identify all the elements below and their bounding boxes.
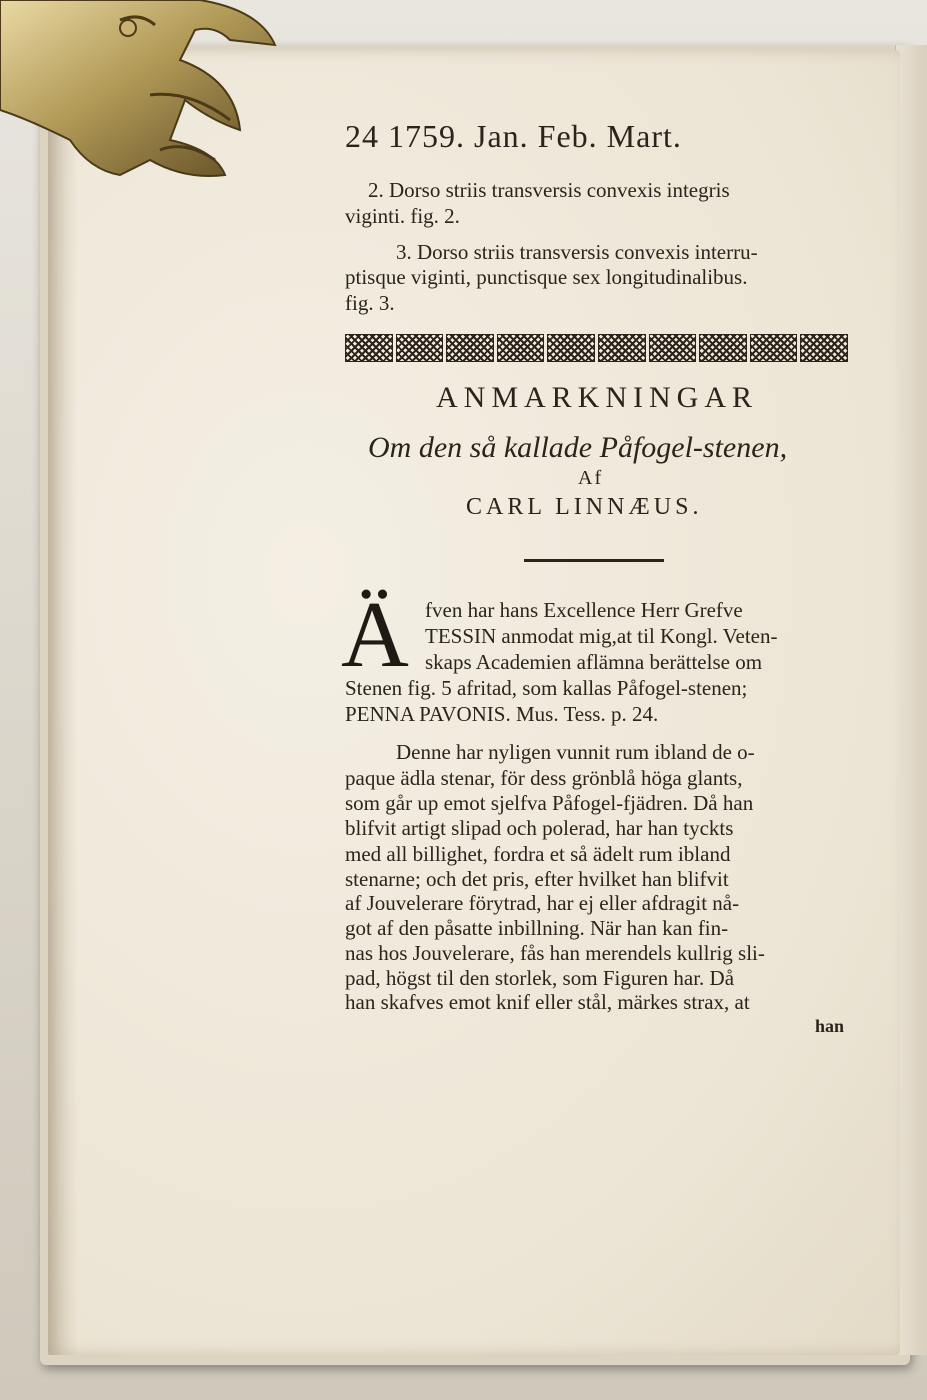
body-line: got af den påsatte inbillning. När han kan fin- (345, 916, 729, 940)
body-line: pad, högst til den storlek, som Figuren har. Då (345, 966, 735, 990)
body-line: han skafves emot knif eller stål, märkes strax, at (345, 990, 750, 1014)
ornament-block (345, 334, 393, 362)
item-line: viginti. fig. 2. (345, 204, 460, 228)
section-heading: ANMARKNINGAR (436, 381, 759, 414)
separator-rule (524, 559, 664, 562)
body-line: med all billighet, fordra et så ädelt rum ibland (345, 842, 731, 866)
intro-line: fven har hans Excellence Herr Grefve (425, 598, 743, 622)
intro-line: TESSIN anmodat mig,at til Kongl. Veten- (425, 624, 778, 648)
intro-line: skaps Academien aflämna berättelse om (425, 650, 763, 674)
ornament-block (446, 334, 494, 362)
body-line: nas hos Jouvelerare, fås han merendels kullrig sli- (345, 941, 765, 965)
ornament-block (396, 334, 444, 362)
catchword: han (815, 1016, 845, 1036)
author-name: CARL LINNÆUS. (466, 494, 703, 520)
item-line: 2. Dorso striis transversis convexis integris (368, 178, 730, 202)
body-line: stenarne; och det pris, efter hvilket han blifvit (345, 867, 729, 891)
intro-line: PENNA PAVONIS. Mus. Tess. p. 24. (345, 702, 659, 726)
body-line: paque ädla stenar, för dess grönblå höga glants, (345, 766, 743, 790)
ornament-block (598, 334, 646, 362)
ornament-block (750, 334, 798, 362)
brass-hand-page-holder (0, 0, 300, 190)
running-head: 24 1759. Jan. Feb. Mart. (345, 118, 682, 154)
body-line: som går up emot sjelfva Påfogel-fjädren. Då han (345, 791, 754, 815)
page-gutter-shadow (48, 50, 78, 1355)
ornament-block (699, 334, 747, 362)
section-subheading: Om den så kallade Påfogel-stenen, (368, 431, 788, 464)
ornament-block (649, 334, 697, 362)
body-line: blifvit artigt slipad och polerad, har han tyckts (345, 816, 734, 840)
body-line: af Jouvelerare förytrad, har ej eller afdragit nå- (345, 891, 740, 915)
drop-cap: Ä (341, 583, 409, 687)
item-line: ptisque viginti, punctisque sex longitudinalibus. (345, 265, 748, 289)
ornament-block (497, 334, 545, 362)
ornamental-border (345, 334, 848, 360)
ornament-block (547, 334, 595, 362)
ornament-block (800, 334, 848, 362)
byline-af: Af (578, 467, 604, 489)
item-line: fig. 3. (345, 291, 395, 315)
item-line: 3. Dorso striis transversis convexis interru- (396, 240, 758, 264)
intro-line: Stenen fig. 5 afritad, som kallas Påfogel-stenen; (345, 676, 748, 700)
body-line: Denne har nyligen vunnit rum ibland de o- (396, 740, 755, 764)
